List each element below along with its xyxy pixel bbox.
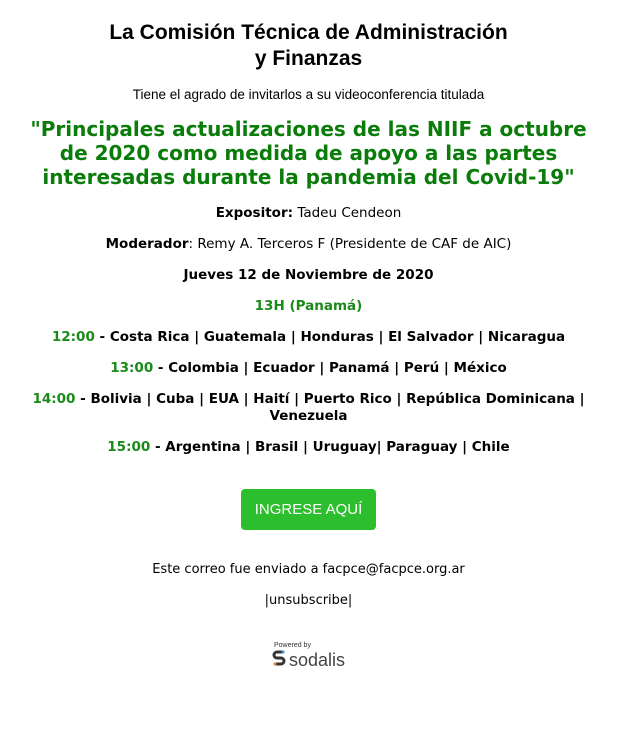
moderador-row — [16, 236, 601, 253]
event-date: Jueves 12 de Noviembre de 2020 — [183, 267, 434, 283]
organization-title-line2: y Finanzas — [254, 47, 363, 70]
schedule-separator: - — [94, 329, 110, 345]
schedule-time: 12:00 — [51, 329, 95, 345]
schedule-countries: Bolivia | Cuba | EUA | Haití | Puerto Rico | República Dominicana | Venezuela — [90, 391, 585, 424]
sodalis-s-icon — [272, 649, 286, 672]
schedule-countries: Costa Rica | Guatemala | Honduras | El Salvador | Nicaragua — [109, 329, 566, 345]
main-time: 13H (Panamá) — [254, 298, 363, 314]
expositor-row — [16, 205, 601, 222]
expositor-value: Tadeu Cendeon — [297, 205, 402, 221]
schedule-time: 13:00 — [110, 360, 154, 376]
register-button[interactable]: INGRESE AQUÍ — [241, 489, 377, 530]
schedule-countries: Colombia | Ecuador | Panamá | Perú | México — [168, 360, 507, 376]
schedule-row-3 — [16, 439, 601, 456]
footer-sent-to: Este correo fue enviado a facpce@facpce.org.ar — [152, 562, 465, 577]
schedule-separator: - — [75, 391, 91, 407]
schedule-separator: - — [153, 360, 169, 376]
schedule-time: 15:00 — [107, 439, 151, 455]
unsubscribe-row — [16, 593, 601, 608]
powered-by-label: Powered by — [273, 642, 311, 649]
organization-title — [16, 20, 601, 72]
sodalis-brand — [272, 642, 345, 672]
event-title: "Principales actualizaciones de las NIIF a octubre de 2020 como medida de apoyo a las partes interesadas durante la pandemia del Covid-19" — [30, 117, 587, 189]
unsubscribe-link[interactable]: |unsubscribe| — [264, 593, 353, 608]
schedule-countries: Argentina | Brasil | Uruguay| Paraguay | Chile — [165, 439, 510, 455]
organization-title-line1: La Comisión Técnica de Administración — [109, 21, 508, 44]
schedule-row-0 — [16, 329, 601, 346]
expositor-label: Expositor: — [215, 205, 294, 221]
intro-text: Tiene el agrado de invitarlos a su videoconferencia titulada — [132, 87, 485, 102]
moderador-label: Moderador — [105, 236, 189, 252]
moderador-value: : Remy A. Terceros F (Presidente de CAF de AIC) — [188, 236, 512, 252]
schedule-row-2 — [16, 391, 601, 425]
schedule-row-1 — [16, 360, 601, 377]
schedule-separator: - — [150, 439, 166, 455]
sodalis-logo — [272, 649, 345, 672]
email-body — [16, 20, 601, 672]
schedule-time: 14:00 — [32, 391, 76, 407]
sodalis-wordmark: sodalis — [288, 650, 346, 670]
